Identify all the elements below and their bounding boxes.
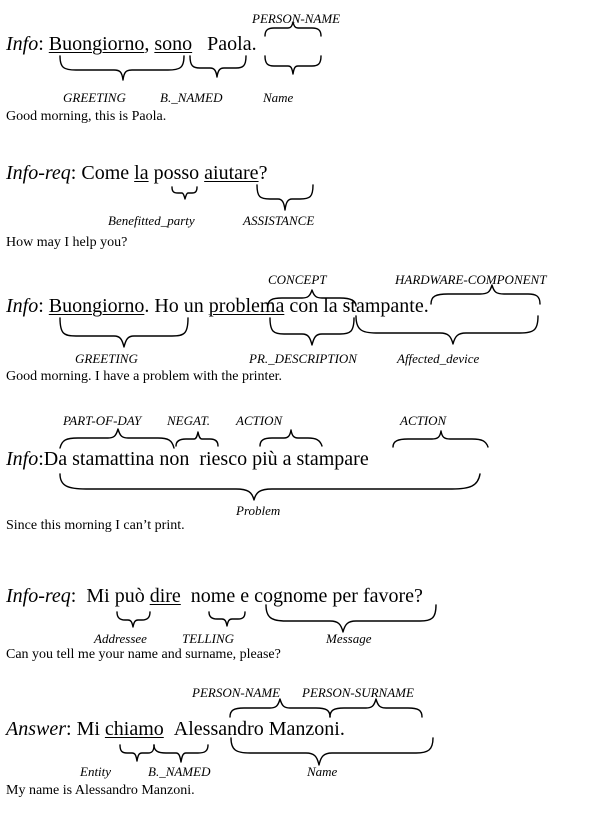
dialogue-act-tag: Info-req bbox=[6, 162, 71, 184]
segment bbox=[192, 33, 197, 55]
dialogue-act-tag: Info bbox=[6, 448, 39, 470]
label-above: PERSON-NAME bbox=[252, 11, 341, 26]
label-below: Name bbox=[263, 90, 294, 105]
brace-below bbox=[190, 56, 246, 77]
segment: . bbox=[251, 33, 257, 55]
translation: Can you tell me your name and surname, please? bbox=[6, 647, 281, 662]
segment: Alessandro bbox=[173, 718, 264, 740]
brace-below bbox=[270, 318, 354, 345]
segment: ? bbox=[258, 162, 268, 184]
segment: sono bbox=[154, 33, 193, 55]
utterance-line: Info-req: Come la posso aiutare? bbox=[6, 162, 268, 184]
translation: How may I help you? bbox=[6, 235, 128, 250]
segment: . Ho un bbox=[144, 295, 209, 317]
brace-above bbox=[260, 430, 322, 446]
segment: problema bbox=[208, 295, 285, 317]
segment: stampare bbox=[296, 448, 369, 470]
segment: Mi bbox=[76, 718, 100, 740]
segment: la bbox=[134, 162, 149, 184]
dialogue-act-tag: Answer bbox=[6, 718, 66, 740]
brace-below bbox=[209, 612, 245, 626]
segment: riesco bbox=[199, 448, 248, 470]
brace-above bbox=[330, 699, 422, 717]
label-above: CONCEPT bbox=[268, 272, 327, 287]
brace-below bbox=[60, 474, 480, 500]
utterance-line: Info: Buongiorno, sono Paola. bbox=[6, 33, 257, 55]
brace-below bbox=[154, 745, 208, 762]
label-above: PERSON-NAME bbox=[192, 685, 281, 700]
label-below: Entity bbox=[80, 764, 112, 779]
brace-below bbox=[120, 745, 154, 761]
segment: chiamo bbox=[104, 718, 164, 740]
label-below: B._NAMED bbox=[160, 90, 223, 105]
label-below: B._NAMED bbox=[148, 764, 211, 779]
utterance-line: Info-req: Mi può dire nome e cognome per favore? bbox=[6, 585, 423, 607]
brace-above bbox=[431, 285, 540, 304]
brace-below bbox=[60, 318, 188, 347]
dialogue-act-tag: Info bbox=[6, 33, 39, 55]
label-above: ACTION bbox=[236, 413, 283, 428]
segment: può bbox=[109, 585, 150, 607]
label-above: NEGAT. bbox=[167, 413, 210, 428]
segment: . bbox=[423, 295, 429, 317]
segment: Buongiorno bbox=[48, 33, 145, 55]
label-below: ASSISTANCE bbox=[243, 213, 315, 228]
brace-above bbox=[60, 429, 174, 448]
brace-below bbox=[117, 612, 150, 627]
segment: dire bbox=[149, 585, 181, 607]
segment: con la bbox=[284, 295, 343, 317]
segment: non bbox=[159, 448, 190, 470]
translation: Good morning. I have a problem with the printer. bbox=[6, 369, 283, 384]
label-below: TELLING bbox=[182, 631, 235, 646]
label-above: ACTION bbox=[400, 413, 447, 428]
brace-below bbox=[231, 738, 433, 765]
segment: Manzoni bbox=[268, 718, 340, 740]
segment: Buongiorno bbox=[48, 295, 145, 317]
segment: Mi bbox=[86, 585, 110, 607]
dialogue-act-tag: Info-req bbox=[6, 585, 71, 607]
label-below: Message bbox=[326, 631, 372, 646]
label-below: Benefitted_party bbox=[108, 213, 195, 228]
segment: Paola bbox=[207, 33, 252, 55]
label-below: Addressee bbox=[94, 631, 147, 646]
translation: My name is Alessandro Manzoni. bbox=[6, 783, 195, 798]
utterance-line: Answer: Mi chiamo Alessandro Manzoni. bbox=[6, 718, 345, 740]
utterance-line: Info:Da stamattina non riesco più a stampare bbox=[6, 448, 369, 470]
label-below: Name bbox=[307, 764, 338, 779]
brace-below bbox=[356, 316, 538, 344]
label-above: PART-OF-DAY bbox=[63, 413, 142, 428]
segment: posso bbox=[148, 162, 205, 184]
brace-above bbox=[176, 432, 218, 446]
brace-above bbox=[393, 431, 488, 447]
label-below: PR._DESCRIPTION bbox=[249, 351, 357, 366]
brace-below bbox=[172, 187, 197, 199]
dialogue-act-tag: Info bbox=[6, 295, 39, 317]
segment: Come bbox=[81, 162, 135, 184]
segment: più a bbox=[247, 448, 297, 470]
brace-below bbox=[257, 185, 313, 210]
segment: nome e cognome bbox=[190, 585, 328, 607]
utterance-line: Info: Buongiorno. Ho un problema con la stampante. bbox=[6, 295, 429, 317]
brace-below bbox=[265, 56, 321, 74]
segment: Da stamattina bbox=[43, 448, 155, 470]
label-below: GREETING bbox=[75, 351, 138, 366]
label-above: PERSON-SURNAME bbox=[302, 685, 414, 700]
label-above: HARDWARE-COMPONENT bbox=[395, 272, 547, 287]
translation: Since this morning I can’t print. bbox=[6, 518, 185, 533]
label-below: GREETING bbox=[63, 90, 126, 105]
label-below: Affected_device bbox=[397, 351, 480, 366]
brace-below bbox=[266, 605, 436, 632]
segment: per favore? bbox=[327, 585, 423, 607]
segment: . bbox=[339, 718, 345, 740]
label-below: Problem bbox=[236, 503, 281, 518]
segment: stampante bbox=[342, 295, 424, 317]
brace-above bbox=[230, 699, 330, 717]
segment: aiutare bbox=[204, 162, 259, 184]
brace-below bbox=[60, 56, 184, 80]
translation: Good morning, this is Paola. bbox=[6, 109, 167, 124]
segment: , bbox=[144, 33, 155, 55]
